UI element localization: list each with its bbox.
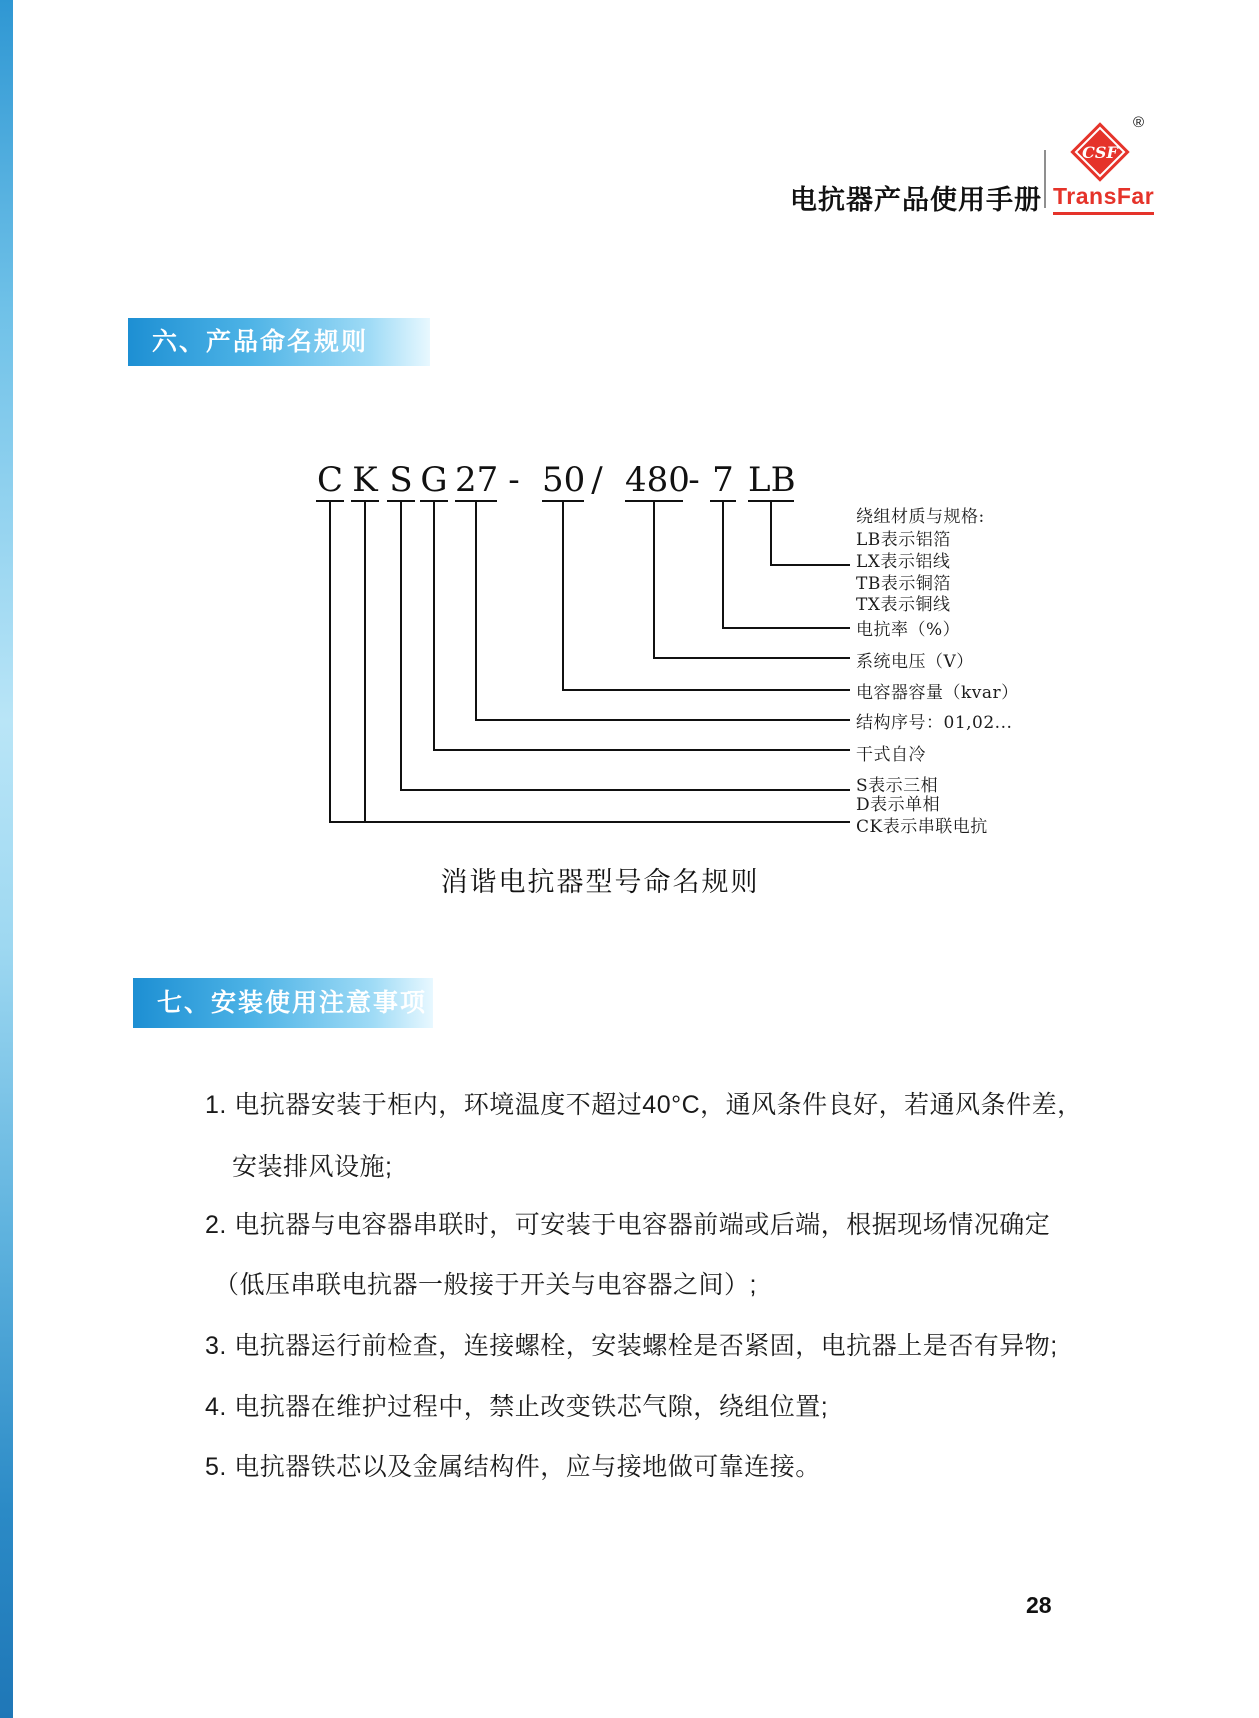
diagram-annotation: CK表示串联电抗 <box>856 817 988 837</box>
diagram-annotation: 系统电压（V） <box>856 652 974 672</box>
left-accent-bar <box>0 0 13 1718</box>
diagram-connector <box>433 749 850 751</box>
model-code-segment-C: C <box>316 460 343 500</box>
csf-logo-text: CSF <box>1082 142 1118 162</box>
manual-title: 电抗器产品使用手册 <box>790 185 1042 215</box>
model-code-segment-50: 50 <box>542 460 586 500</box>
model-code-separator: - <box>688 460 700 500</box>
note-line: （低压串联电抗器一般接于开关与电容器之间）; <box>214 1271 757 1299</box>
diagram-connector <box>722 627 850 629</box>
diagram-annotation: D表示单相 <box>856 795 941 815</box>
diagram-annotation: 电抗率（%） <box>856 620 961 640</box>
note-line: 1. 电抗器安装于柜内，环境温度不超过40°C，通风条件良好，若通风条件差， <box>205 1091 1083 1119</box>
diagram-connector <box>562 689 850 691</box>
diagram-annotation: LB表示铝箔 <box>856 530 951 550</box>
note-line: 4. 电抗器在维护过程中，禁止改变铁芯气隙，绕组位置; <box>205 1393 829 1421</box>
diagram-connector <box>722 500 724 629</box>
diagram-connector <box>770 564 850 566</box>
diagram-annotation: S表示三相 <box>856 776 939 796</box>
model-code-segment-480: 480 <box>625 460 690 500</box>
section-seven-header: 七、安装使用注意事项 <box>133 978 433 1028</box>
diagram-annotation: 干式自冷 <box>856 745 926 765</box>
diagram-connector <box>475 500 477 721</box>
diagram-annotation: 电容器容量（kvar） <box>856 683 1019 703</box>
diagram-annotation: 绕组材质与规格: <box>856 507 985 527</box>
diagram-caption: 消谐电抗器型号命名规则 <box>440 867 760 898</box>
model-code-segment-G: G <box>420 460 448 500</box>
diagram-connector <box>475 719 850 721</box>
diagram-connector <box>770 500 772 566</box>
diagram-connector <box>653 500 655 659</box>
model-code-segment-K: K <box>352 460 378 500</box>
brand-divider <box>1044 150 1046 208</box>
diagram-connector <box>364 500 366 823</box>
diagram-connector <box>400 789 850 791</box>
diagram-connector <box>329 500 331 823</box>
diagram-connector <box>329 821 850 823</box>
model-code-segment-27: 27 <box>455 460 499 500</box>
model-code-segment-LB: LB <box>748 460 796 500</box>
diagram-annotation: LX表示铝线 <box>856 552 951 572</box>
diagram-annotation: 结构序号：01,02... <box>856 713 1013 733</box>
diagram-connector <box>400 500 402 791</box>
diagram-connector <box>433 500 435 751</box>
model-code-segment-S: S <box>387 458 415 502</box>
diagram-annotation: TB表示铜箔 <box>856 574 951 594</box>
registered-trademark-icon: ® <box>1133 114 1145 131</box>
model-code-segment-7: 7 <box>710 458 736 502</box>
page-number: 28 <box>1026 1592 1052 1618</box>
diagram-annotation: TX表示铜线 <box>856 595 951 615</box>
note-line: 3. 电抗器运行前检查，连接螺栓，安装螺栓是否紧固，电抗器上是否有异物; <box>205 1332 1058 1360</box>
note-line: 2. 电抗器与电容器串联时，可安装于电容器前端或后端，根据现场情况确定 <box>205 1211 1051 1239</box>
section-six-header: 六、产品命名规则 <box>128 318 430 366</box>
note-line: 5. 电抗器铁芯以及金属结构件，应与接地做可靠连接。 <box>205 1453 821 1481</box>
diagram-connector <box>562 500 564 691</box>
model-code-separator: - <box>508 460 520 500</box>
note-line: 安装排风设施; <box>232 1153 393 1181</box>
brand-name: TransFar <box>1053 183 1154 215</box>
model-code-separator: / <box>591 460 603 500</box>
diagram-connector <box>653 657 850 659</box>
